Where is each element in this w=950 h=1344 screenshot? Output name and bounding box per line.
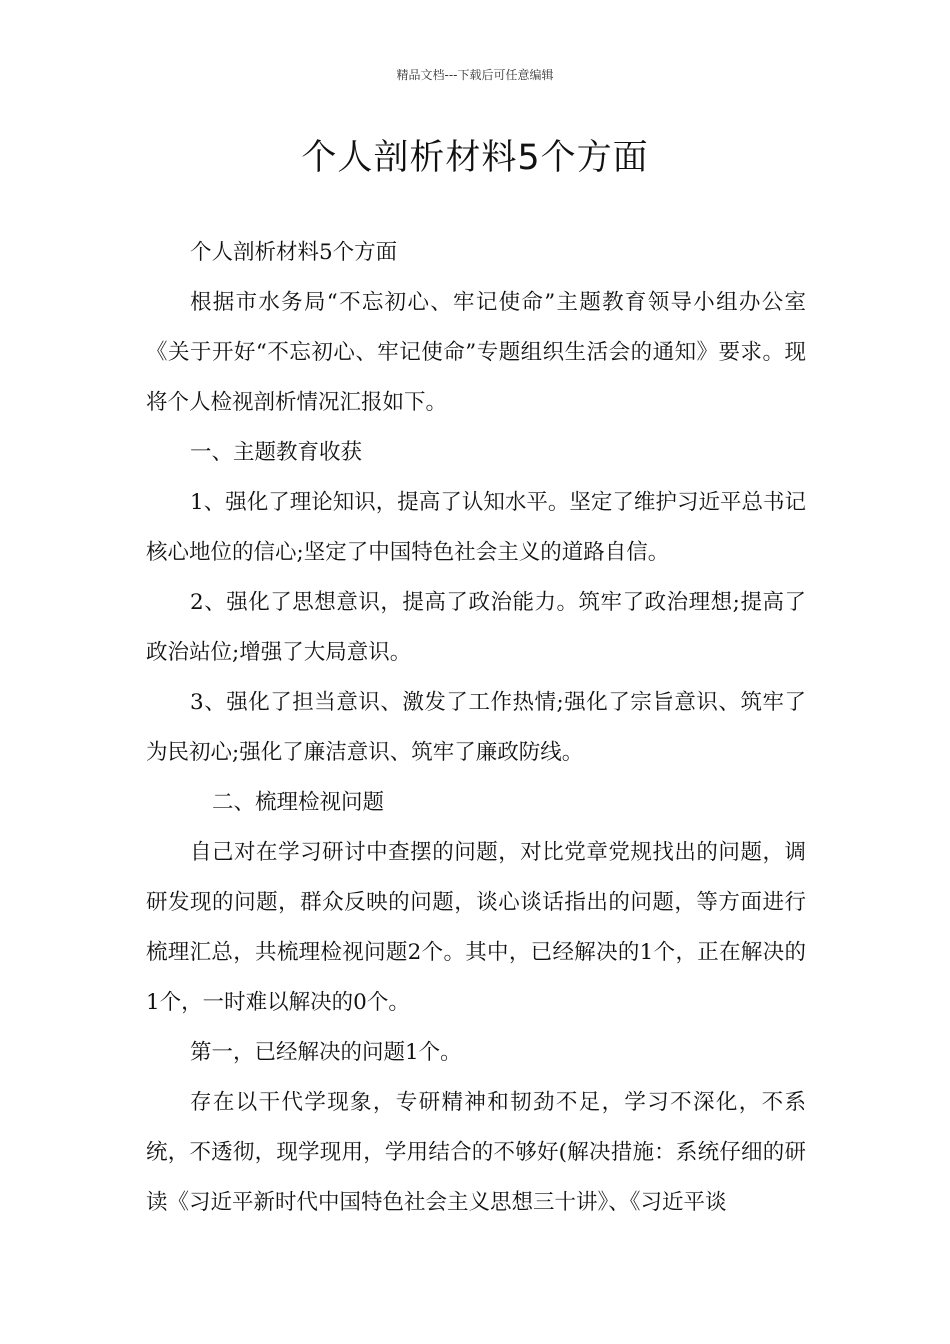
paragraph-problem-detail: 存在以干代学现象，专研精神和韧劲不足，学习不深化，不系统，不透彻，现学现用，学用结合的不够好(解决措施：系统仔细的研读《习近平新时代中国特色社会主义思想三十讲》、《习近平谈: [146, 1090, 806, 1215]
section-heading-problems: 二、梳理检视问题: [212, 790, 385, 815]
paragraph-subtitle: 个人剖析材料5个方面: [190, 240, 398, 265]
paragraph-first-resolved: 第一，已经解决的问题1个。: [190, 1040, 462, 1065]
paragraph-problems-summary: 自己对在学习研讨中查摆的问题，对比党章党规找出的问题，调研发现的问题，群众反映的问题，谈心谈话指出的问题，等方面进行梳理汇总，共梳理检视问题2个。其中，已经解决的1个，正在解决的1个，一时难以解决的0个。: [146, 840, 806, 1015]
section-heading-gains: 一、主题教育收获: [190, 440, 363, 465]
document-body: [146, 228, 806, 1228]
document-title: 个人剖析材料5个方面: [301, 138, 649, 178]
page-header-caption: 精品文档---下载后可任意编辑: [396, 68, 554, 82]
paragraph-gain-3: 3、强化了担当意识、激发了工作热情;强化了宗旨意识、筑牢了为民初心;强化了廉洁意识、筑牢了廉政防线。: [146, 690, 806, 765]
paragraph-intro: 根据市水务局“不忘初心、牢记使命”主题教育领导小组办公室《关于开好“不忘初心、牢记使命”专题组织生活会的通知》要求。现将个人检视剖析情况汇报如下。: [146, 290, 806, 415]
paragraph-gain-2: 2、强化了思想意识，提高了政治能力。筑牢了政治理想;提高了政治站位;增强了大局意识。: [146, 590, 806, 665]
paragraph-gain-1: 1、强化了理论知识，提高了认知水平。坚定了维护习近平总书记核心地位的信心;坚定了中国特色社会主义的道路自信。: [146, 490, 806, 565]
